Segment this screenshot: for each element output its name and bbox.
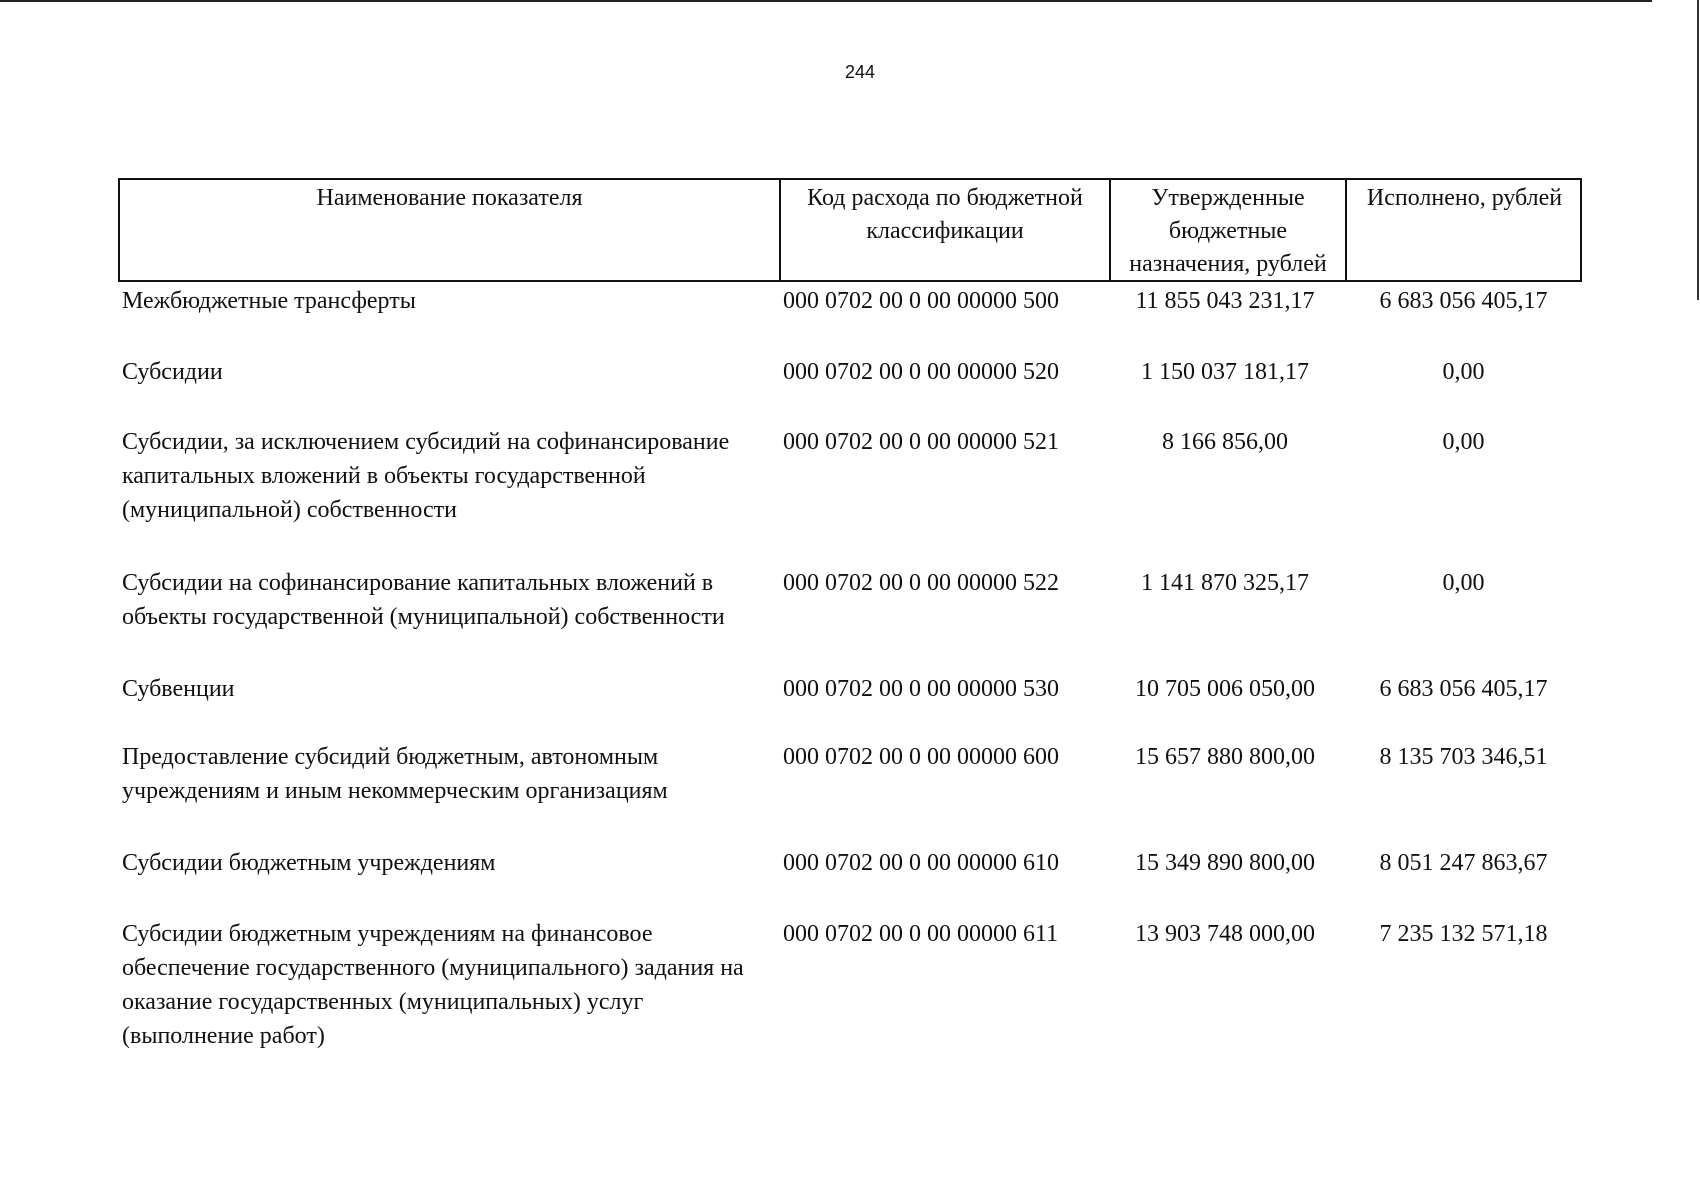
row-executed: 7 235 132 571,18 bbox=[1379, 921, 1548, 947]
header-code: Код расхода по бюджетной классификации bbox=[779, 180, 1109, 280]
row-code: 000 0702 00 0 00 00000 520 bbox=[783, 359, 1059, 385]
row-code: 000 0702 00 0 00 00000 611 bbox=[783, 921, 1059, 947]
row-executed: 6 683 056 405,17 bbox=[1379, 676, 1548, 702]
row-name: Субсидии bbox=[122, 359, 223, 385]
header-executed: Исполнено, рублей bbox=[1345, 180, 1582, 280]
top-border-line bbox=[0, 0, 1652, 2]
header-approved: Утвержденные бюджетные назначения, рублей bbox=[1109, 180, 1345, 280]
header-name: Наименование показателя bbox=[316, 185, 583, 211]
row-code: 000 0702 00 0 00 00000 610 bbox=[783, 850, 1059, 876]
row-executed: 8 051 247 863,67 bbox=[1379, 850, 1548, 876]
row-approved: 15 349 890 800,00 bbox=[1135, 850, 1315, 876]
row-approved: 8 166 856,00 bbox=[1162, 429, 1288, 455]
row-approved: 13 903 748 000,00 bbox=[1135, 921, 1315, 947]
row-executed: 8 135 703 346,51 bbox=[1379, 744, 1548, 770]
row-name: Субсидии на софинансирование капитальных вложений в объекты государственной (муниципальной) собственности bbox=[122, 570, 725, 630]
page-number: 244 bbox=[844, 62, 876, 82]
row-code: 000 0702 00 0 00 00000 521 bbox=[783, 429, 1059, 455]
row-code: 000 0702 00 0 00 00000 600 bbox=[783, 744, 1059, 770]
row-executed: 0,00 bbox=[1442, 570, 1485, 596]
row-executed: 0,00 bbox=[1442, 359, 1485, 385]
row-code: 000 0702 00 0 00 00000 522 bbox=[783, 570, 1059, 596]
row-approved: 10 705 006 050,00 bbox=[1135, 676, 1315, 702]
right-border-line bbox=[1697, 0, 1699, 300]
row-code: 000 0702 00 0 00 00000 530 bbox=[783, 676, 1059, 702]
row-approved: 1 141 870 325,17 bbox=[1141, 570, 1309, 596]
row-approved: 15 657 880 800,00 bbox=[1135, 744, 1315, 770]
row-executed: 0,00 bbox=[1442, 429, 1485, 455]
row-executed: 6 683 056 405,17 bbox=[1379, 288, 1548, 314]
row-code: 000 0702 00 0 00 00000 500 bbox=[783, 288, 1059, 314]
table-header bbox=[118, 178, 1582, 282]
row-name: Предоставление субсидий бюджетным, автономным учреждениям и иным некоммерческим организациям bbox=[122, 744, 668, 804]
row-name: Субвенции bbox=[122, 676, 235, 702]
row-name: Субсидии бюджетным учреждениям bbox=[122, 850, 496, 876]
row-approved: 11 855 043 231,17 bbox=[1135, 288, 1315, 314]
row-name: Субсидии бюджетным учреждениям на финансовое обеспечение государственного (муниципального) задания на оказание государственных (муниципальных) услуг (выполнение работ) bbox=[122, 921, 744, 1049]
row-name: Межбюджетные трансферты bbox=[122, 288, 416, 314]
row-name: Субсидии, за исключением субсидий на софинансирование капитальных вложений в объекты государственной (муниципальной) собственности bbox=[122, 429, 730, 523]
row-approved: 1 150 037 181,17 bbox=[1141, 359, 1309, 385]
